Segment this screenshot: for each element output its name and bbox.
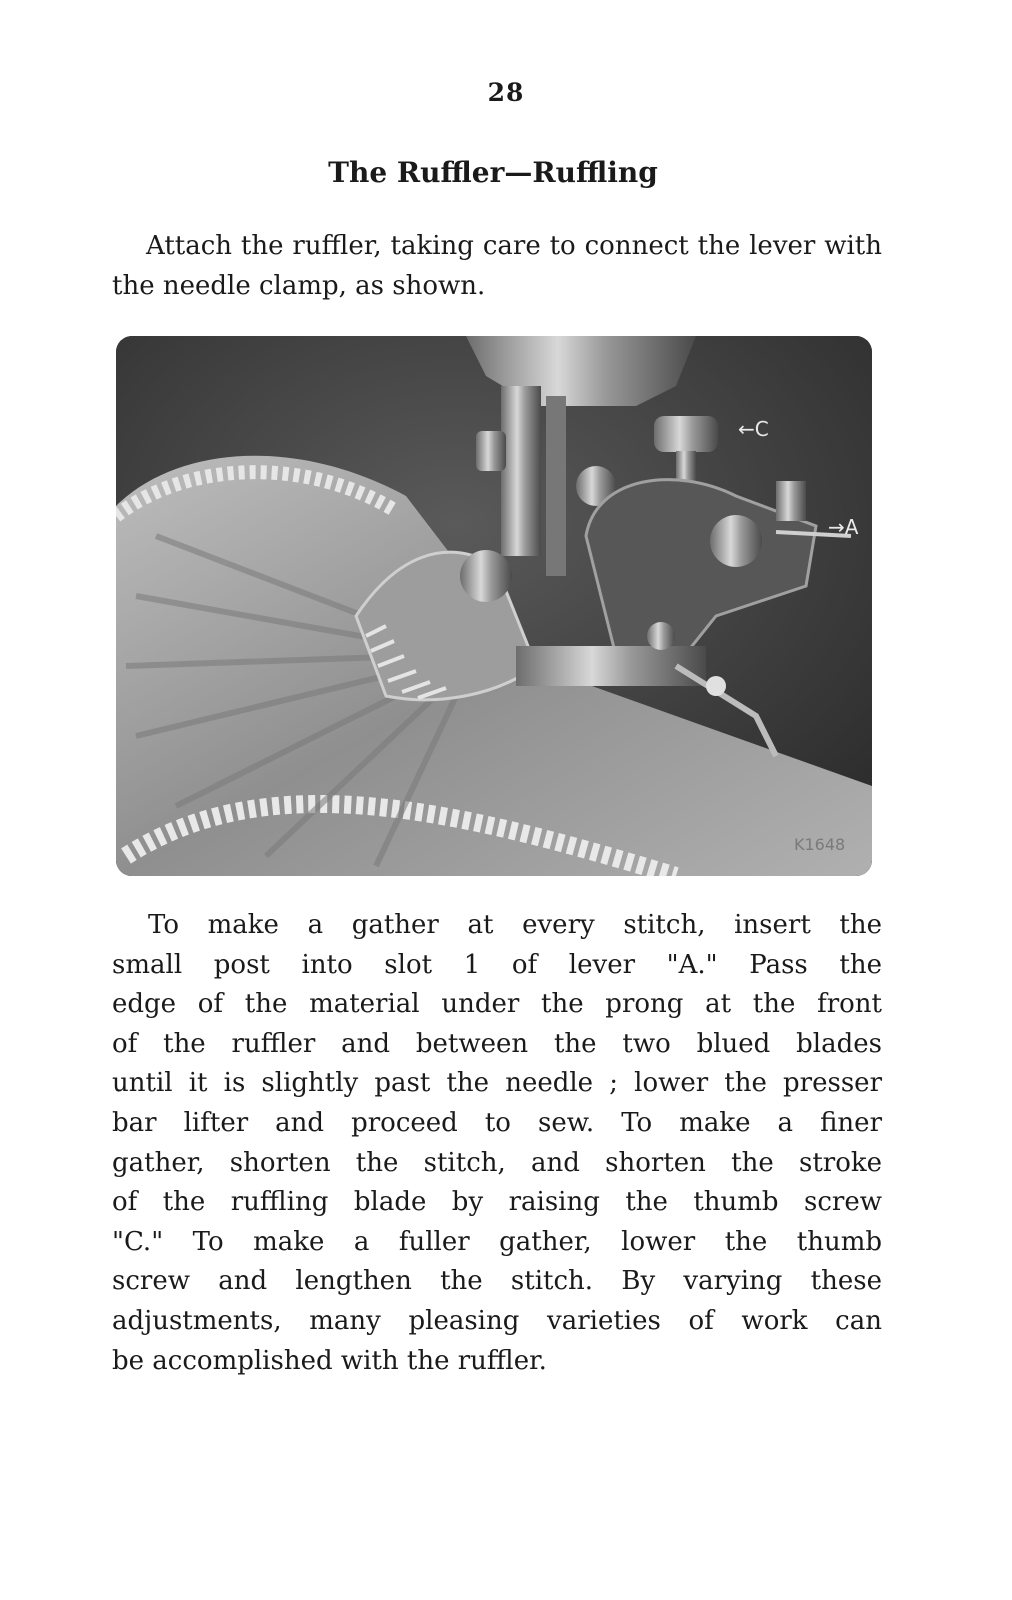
plate-number: K1648 [794, 835, 846, 854]
body-line: small post into slot 1 of lever "A." Pass the [112, 949, 882, 980]
body-line: "C." To make a fuller gather, lower the thumb [112, 1226, 882, 1257]
label-c: ←C [738, 417, 769, 441]
body-paragraph [112, 906, 882, 946]
body-line: until it is slightly past the needle ; lower the presser [112, 1068, 882, 1099]
body-line: bar lifter and proceed to sew. To make a finer [112, 1107, 882, 1138]
label-a: →A [828, 515, 859, 539]
body-text [112, 906, 882, 1381]
page-title: The Ruffler—Ruffling [328, 156, 658, 189]
intro-paragraph: Attach the ruffler, taking care to connect the lever with the needle clamp, as shown. [112, 231, 882, 301]
body-line: edge of the material under the prong at the front [112, 989, 882, 1020]
body-line: gather, shorten the stitch, and shorten the stroke [112, 1147, 882, 1178]
body-line: adjustments, many pleasing varieties of work can [112, 1305, 882, 1336]
body-line: screw and lengthen the stitch. By varying these [112, 1266, 882, 1297]
page-number: 28 [487, 78, 525, 107]
body-line: of the ruffling blade by raising the thumb screw [112, 1187, 882, 1218]
body-line: be accomplished with the ruffler. [112, 1345, 547, 1376]
ruffler-illustration [116, 336, 872, 876]
body-line: of the ruffler and between the two blued blades [112, 1028, 882, 1059]
body-line: To make a gather at every stitch, insert the [148, 910, 882, 940]
